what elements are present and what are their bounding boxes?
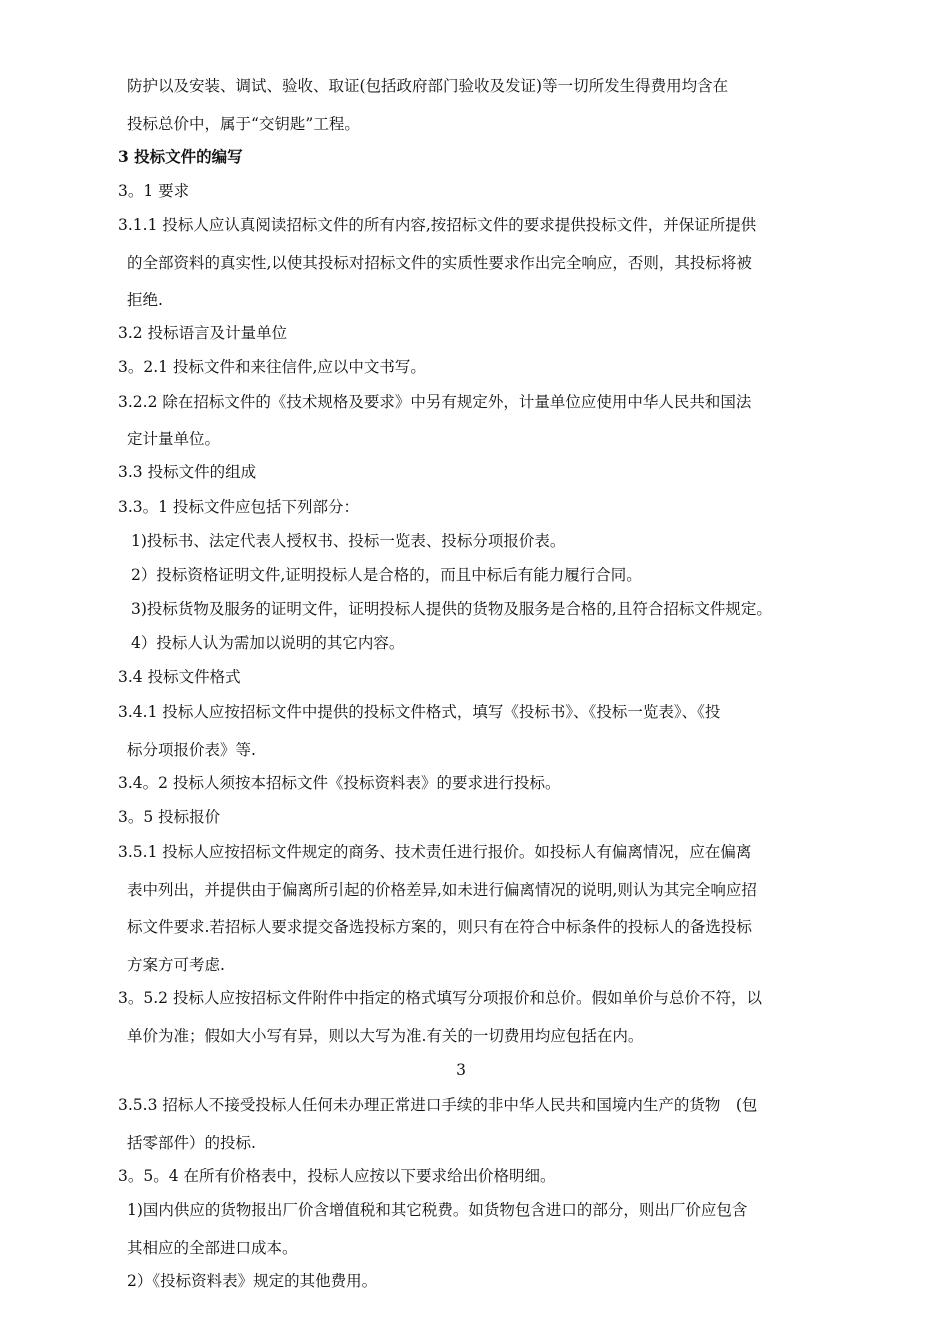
body-line: 3。2.1 投标文件和来往信件,应以中文书写。 [118,358,426,376]
page-number: 3 [456,1061,466,1079]
body-line: 表中列出，并提供由于偏离所引起的价格差异,如未进行偏离情况的说明,则认为其完全响应招 [127,881,757,899]
body-line: 3.5.3 招标人不接受投标人任何未办理正常进口手续的非中华人民共和国境内生产的货物 (包 [118,1096,758,1114]
body-line: 3。5。4 在所有价格表中，投标人应按以下要求给出价格明细。 [118,1167,556,1185]
body-line: 3。5.2 投标人应按招标文件附件中指定的格式填写分项报价和总价。假如单价与总价不符，以 [118,989,762,1007]
body-line: 3.3。1 投标文件应包括下列部分： [118,498,359,516]
subsection-heading: 3.2 投标语言及计量单位 [118,324,288,342]
list-item: 2）《投标资料表》规定的其他费用。 [127,1272,378,1290]
list-item: 2）投标资格证明文件,证明投标人是合格的，而且中标后有能力履行合同。 [131,566,642,584]
subsection-heading: 3。5 投标报价 [118,808,221,826]
body-line: 3.2.2 除在招标文件的《技术规格及要求》中另有规定外，计量单位应使用中华人民共和国法 [118,393,752,411]
list-item: 其相应的全部进口成本。 [127,1239,298,1257]
body-line: 定计量单位。 [127,430,221,448]
subsection-heading: 3.3 投标文件的组成 [118,463,257,481]
list-item: 1)国内供应的货物报出厂价含增值税和其它税费。如货物包含进口的部分，则出厂价应包含 [127,1201,748,1219]
body-line: 标分项报价表》等. [127,741,256,759]
body-line: 投标总价中，属于“交钥匙”工程。 [127,115,360,133]
section-heading: 3 投标文件的编写 [118,147,243,166]
body-line: 单价为准；假如大小写有异，则以大写为准.有关的一切费用均应包括在内。 [127,1027,644,1045]
list-item: 4）投标人认为需加以说明的其它内容。 [131,634,405,652]
body-line: 防护以及安装、调试、验收、取证(包括政府部门验收及发证)等一切所发生得费用均含在 [127,77,729,95]
list-item: 3)投标货物及服务的证明文件，证明投标人提供的货物及服务是合格的,且符合招标文件规定。 [131,600,772,618]
body-line: 括零部件）的投标. [127,1134,256,1152]
list-item: 1)投标书、法定代表人授权书、投标一览表、投标分项报价表。 [131,532,566,550]
body-line: 方案方可考虑. [127,956,225,974]
body-line: 3.1.1 投标人应认真阅读招标文件的所有内容,按招标文件的要求提供投标文件，并保证所提供 [118,216,757,234]
body-line: 的全部资料的真实性,以使其投标对招标文件的实质性要求作出完全响应，否则，其投标将被 [127,254,752,272]
body-line: 拒绝. [127,291,163,309]
subsection-heading: 3.4 投标文件格式 [118,668,241,686]
body-line: 3.4。2 投标人须按本招标文件《投标资料表》的要求进行投标。 [118,774,561,792]
body-line: 标文件要求.若招标人要求提交备选投标方案的，则只有在符合中标条件的投标人的备选投标 [127,918,752,936]
body-line: 3.4.1 投标人应按招标文件中提供的投标文件格式，填写《投标书》、《投标一览表》、《投 [118,703,721,721]
body-line: 3.5.1 投标人应按招标文件规定的商务、技术责任进行报价。如投标人有偏离情况，应在偏离 [118,843,752,861]
subsection-heading: 3。1 要求 [118,182,190,200]
